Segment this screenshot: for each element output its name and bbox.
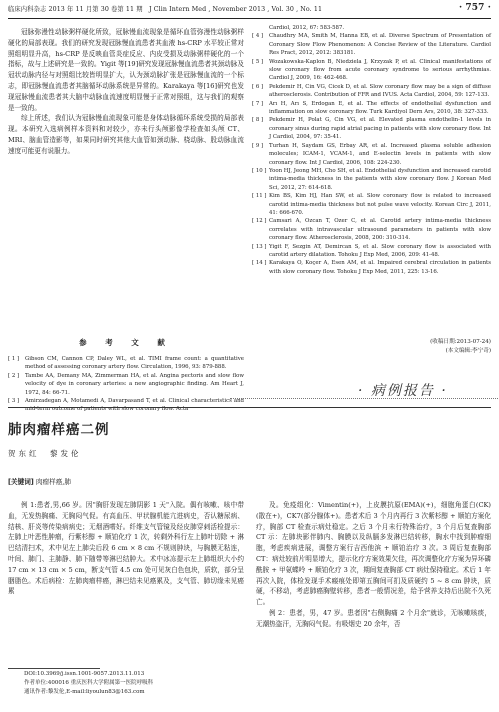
keywords <box>8 476 71 486</box>
section-dotted-rule <box>230 398 498 399</box>
footnotes <box>24 670 244 697</box>
running-header <box>8 4 491 13</box>
reference-item: [ 3 ] Amirzadegan A, Motamedi A, Davarpasand T, et al. Clinical characteristics and mid-term outcome of patients with slow coronary flow. Acta <box>8 398 244 413</box>
reference-item: [ 12 ] Camsari A, Ozcan T, Ozer C, et al. Carotid artery intima-media thickness correlates with intravascular ultrasound parameters in patients with slow coronary flow. Atherosclerosis, 2008, 200: 310-314. <box>252 218 491 242</box>
acceptance-info <box>375 338 491 356</box>
reference-item: [ 2 ] Tambe AA, Demany MA, Zimmerman HA, et al. Angina pectoris and slow flow velocity of dye in coronary arteries: a new angiographic finding. Am Heart J, 1972, 84: 66-71. <box>8 372 244 396</box>
article-authors: 贺东红 黎发伦 <box>8 449 82 458</box>
doi: DOI:10.3969/j.issn.1001-9057.2013.11.013 <box>24 671 145 677</box>
case-text-left <box>8 500 244 597</box>
reference-item: [ 7 ] Arı H, Arı S, Erdogan E, et al. The effects of endothelial dysfunction and inflammation on slow coronary flow. Turk Kardiyol Dern Ars, 2010, 38: 327-333. <box>252 100 491 116</box>
references-heading: 参 考 文 献 <box>79 338 173 347</box>
header-rule <box>8 18 491 19</box>
reference-item: [ 5 ] Wozakowska-Kaplon B, Niedziela J, Krzyzak P, et al. Clinical manifestations of slow coronary flow from acute coronary syndrome to serious arrhythmias. Cardiol J, 2009, 16: 462-468. <box>252 58 491 82</box>
page-number: · 757 · <box>458 3 491 13</box>
received-date: (收稿日期:2013-07-24) <box>430 339 491 345</box>
body-paragraph: 综上所述，我们认为冠脉慢血流现象可能是身体动脉循环系统受损的局部表现。本研究入选病例样本资料和对较少，亦未行头颅影像学检查如头颅 CT、MRI、脑血管造影等，如果同时研究其他大血管如颈动脉、桡动脉、股动脉血流速度可能更有说服力。 <box>8 114 244 155</box>
footnote-rule <box>8 668 100 669</box>
reference-item: [ 9 ] Turhan H, Saydam GS, Erbay AR, et al. Increased plasma soluble adhesion molecules; ICAM-1, VCAM-1, and E-selectin levels in patients with slow coronary flow. Int J Cardiol, 2006, 108: 224-230. <box>252 142 491 166</box>
section-label: · 病例报告 · <box>358 383 448 399</box>
reference-item: [ 10 ] Yoon HJ, Jeong MH, Cho SH, et al. Endothelial dysfunction and increased carotid intima-media thickness in the patients with slow coronary flow. J Korean Med Sci, 2012, 27: 614-618. <box>252 167 491 191</box>
reference-list-right <box>252 24 491 276</box>
section-rule <box>8 407 491 408</box>
editor-note: (本文编辑:李宁奇) <box>445 348 491 354</box>
body-paragraph: 例 1:患者,男,66 岁。因"胸肝发现左肺阴影 1 天"入院。偶有咳嗽、咳中带血，无发热胸痛、无胸闷气促。有高血压、甲状腺机能亢进病史，否认糖尿病、结核、肝炎等传染病病史；无烟酒嗜好。纤维支气管镜及经皮肺穿刺活检提示：左肺上叶恶性肿瘤，行紫杉醇 + 顺铂化疗 1 次，转剩外科行左上肺叶切除 + 淋巴结清扫术，术中见左上肺尖后段 6 cm × 8 cm 不规则肿块，与胸膜无粘连，叶间、肺门、主肺静、肺下随带等淋巴结肿大。术中冰冻提示左上肺组织大小约 17 cm × 13 cm × 5 cm，断支气管 4.5 cm 处可见灰白色包块，质软，部分呈胭脂色。术后病检：左肺肉瘤样癌，淋巴结未见癌累及，支气管、肺切缘未见癌累 <box>8 501 244 596</box>
reference-item: Cardiol, 2012, 67: 583-587. <box>269 25 345 31</box>
reference-item: [ 1 ] Gibson CM, Cannon CP, Daley WL, et al. TIMI frame count: a quantitative method of assessing coronary artery flow. Circulation, 1996, 93: 879-888. <box>8 356 244 371</box>
reference-item: [ 14 ] Karakaya O, Koçer A, Esen AM, et al. Impaired cerebral circulation in patients with slow coronary flow. Tohoku J Exp Med, 2011, 225: 13-16. <box>252 260 491 275</box>
article-title: 肺肉瘤样癌二例 <box>8 422 110 438</box>
discussion-text <box>8 27 244 157</box>
reference-list-left <box>8 355 244 414</box>
reference-item: [ 6 ] Pekdemir H, Cin VG, Cicek D, et al. Slow coronary flow may be a sign of diffuse atherosclerosis. Contribution of FFR and IVUS. Acta Cardiol, 2004, 59: 127-133. <box>252 83 491 99</box>
case-text-right <box>256 500 491 630</box>
body-paragraph: 冠脉弥漫性动脉粥样硬化所致，冠脉慢血流现象是循环血管弥漫性动脉粥样硬化的局部表现。我们的研究发现冠脉慢血流患者其血液 hs-CRP 水平较正常对照组明显升高，hs-CRP 是反映血管炎症反应、内皮受损及动脉粥样硬化的一个指标，故与上述研究是一致的。Yigit 等[19]研究发现冠脉慢血流患者其颈动脉及冠状动脉内径与对照组比较皆明显扩大，认为颈动脉扩张是冠脉慢血流的一个标志，即冠脉慢血流患者其脑循环动脉系统是异常的。Karakaya 等[16]研究也发现冠脉慢血流患者其大脑中动脉血流速度明显慢于正常对照组，这与我们的观察是一致的。 <box>8 28 244 112</box>
body-paragraph: 及。免疫组化：Vimentin(+)，上皮膜抗原(EMA)(+)，细胞角蛋白(CK)(散在+)，CK7(部分腺体+)。患者术后 3 个月内再行 3 次紫杉醇 + 顺铂方案化疗，胸部 CT 检查示病灶稳定。之后 3 个月未行特殊治疗，3 个月后复查胸部 CT 示：左肺块影伴肺内、胸膜以及纵膈多发淋巴结转移，胸水中找到肿瘤细胞，考虑疾病进展，调整方案行吉西他滨 + 顺铂治疗 3 次。3 周后复查胸部 CT：病灶较前片明显增大，提示化疗方案效果欠佳，再次调整化疗方案为异环磷酰胺 + 甲氨蝶呤 + 顺铂化疗 3 次，期间复查胸部 CT 病灶保持稳定。术后 1 年再次入院，体检发现手术瘢痕处即第五胸间可扪及质硬约 5 ~ 8 cm 肿块，质硬，不移动，考虑肺癌胸壁转移，患者一般情况差，给予营养支持后出院不久死亡。 <box>256 501 491 607</box>
reference-item: [ 11 ] Kim BS, Kim HJ, Han SW, et al. Slow coronary flow is related to increased carotid intima-media thickness but not pulse wave velocity. Korean Circ J, 2011, 41: 666-670. <box>252 193 491 216</box>
reference-item: [ 8 ] Pekdemir H, Polat G, Cin VG, et al. Elevated plasma endothelin-1 levels in coronary sinus during rapid atrial pacing in patients with slow coronary flow. Int J Cardiol, 2004, 97: 35-41. <box>252 117 491 141</box>
running-title: 临床内科杂志 2013 年 11 月第 30 卷第 11 期 J Clin Intern Med , November 2013 , Vol. 30 , No. 11 <box>8 6 323 13</box>
body-paragraph: 例 2：患者，男，47 岁。患者因"右侧胸痛 2 个月余"就诊，无咳嗽咳痰，无潮热盗汗，无胸闷气促。有吸烟史 20 余年，否 <box>256 608 491 628</box>
reference-item: [ 13 ] Yigit F, Sezgin AT, Demircan S, et al. Slow coronary flow is associated with carotid artery dilatation. Tohoku J Exp Med, 2006, 209: 41-48. <box>252 243 491 258</box>
keywords-label: [关键词] <box>8 478 34 486</box>
reference-item: [ 4 ] Chaudhry MA, Smith M, Hanna EB, et al. Diverse Spectrum of Presentation of Coronary Slow Flow Phenomenon: A Concise Review of the Literature. Cardiol Res Pract, 2012, 2012: 383181. <box>252 33 491 57</box>
author-affiliation: 作者单位:400016 重庆医科大学附属第一医院呼吸科 <box>24 680 154 686</box>
corresponding-author: 通讯作者:黎发伦,E-mail:liyoulun83@163.com <box>24 689 145 695</box>
keywords-value: 肉瘤样癌,肺 <box>35 478 71 486</box>
